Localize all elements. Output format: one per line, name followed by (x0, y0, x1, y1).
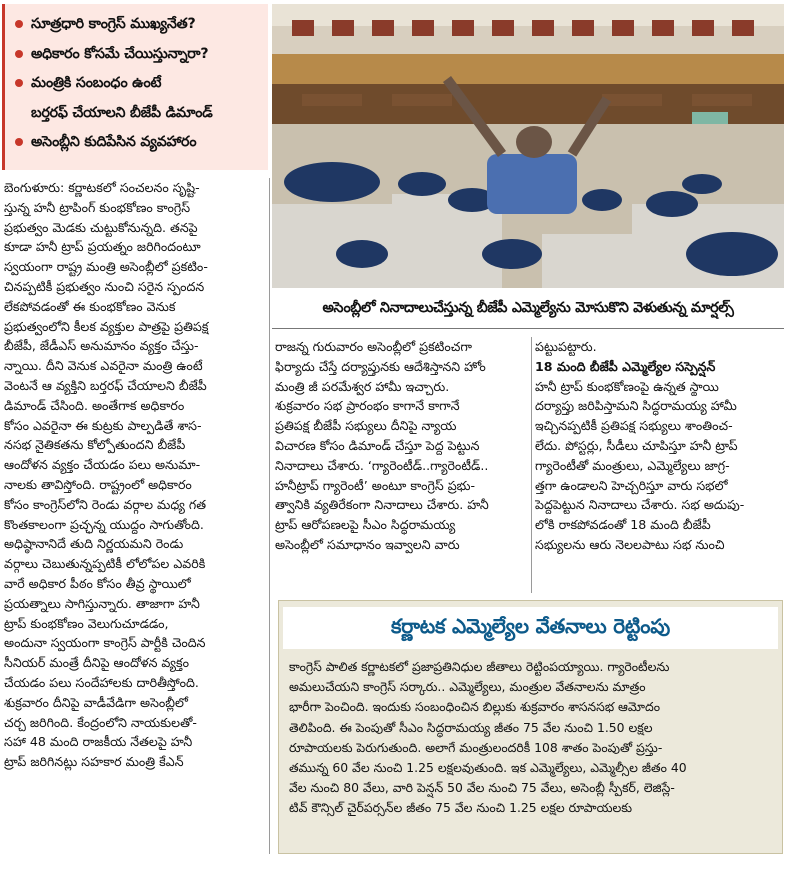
text-line: రాజన్న గురువారం అసెంబ్లీలో ప్రకటించగా (275, 339, 472, 354)
text-line: డిమాండ్ చేసింది. అంతేగాక అధికారం (4, 397, 185, 413)
text-line: అమలుచేయని కాంగ్రెస్ సర్కారు.. ఎమ్మెల్యేలు, మంత్రుల వేతనాలను మాత్రం (289, 679, 646, 695)
bullet-dot-icon (15, 79, 23, 87)
text-line: అసెంబ్లీలో సమాధానం ఇవ్వాలని వారు (275, 536, 460, 552)
text-line: సహా 48 మంది రాజకీయ నేతలపై హనీ (4, 734, 193, 750)
text-line: ఇచ్చినప్పటికీ ప్రతిపక్ష సభ్యులు శాంతించ- (535, 418, 733, 434)
text-line: త్వానికి వ్యతిరేకంగా నినాదాలు చేశారు. హనీ (275, 497, 489, 513)
article-column-3 (535, 337, 784, 555)
text-line: కొంతకాలంగా ప్రచ్ఛన్న యుద్ధం సాగుతోంది. (4, 516, 204, 532)
text-line: ఫిర్యాదు చేస్తే దర్యాప్తునకు ఆదేశిస్తానని హోం (275, 358, 486, 374)
text-line: బీజేపీ, జేడీఎస్ అనుమానం వ్యక్తం చేస్తు- (4, 338, 199, 354)
text-line: కూడా హనీ ట్రాప్ ప్రయత్నం జరిగిందంటూ (4, 239, 201, 255)
column-divider (269, 178, 270, 854)
salary-hike-box (278, 600, 783, 854)
photo-caption: అసెంబ్లీలో నినాదాలుచేస్తున్న బీజేపీ ఎమ్మెల్యేను మోసుకొని వెళుతున్న మార్షల్స్ (272, 290, 784, 329)
text-line: అందునా స్వయంగా కాంగ్రెస్ పార్టీకి చెందిన (4, 635, 206, 651)
bullet-dot-icon (15, 138, 23, 146)
text-line: మంత్రి జీ పరమేశ్వర హామీ ఇచ్చారు. (275, 378, 450, 394)
highlights-list (5, 4, 268, 158)
text-line: భారీగా పెంచింది. ఇందుకు సంబంధించిన బిల్లుకు శుక్రవారం శాసనసభ ఆమోదం (289, 699, 661, 715)
text-line: లేదు. పోస్టర్లు, సీడీలు చూపిస్తూ హనీ ట్రాప్ (535, 437, 738, 453)
text-line: ఆందోళన వ్యక్తం చేయడం పలు అనుమా- (4, 457, 201, 473)
article-column-2 (275, 337, 527, 555)
text-line: తెలిపింది. ఈ పెంపుతో సీఎం సిద్ధరామయ్య జీతం 75 వేల నుంచి 1.50 లక్షల (289, 719, 653, 735)
highlight-item: అసెంబ్లీని కుదిపేసిన వ్యవహారం (15, 128, 262, 158)
text-line: నాలకు తావిస్తోంది. రాష్ట్రంలో అధికారం (4, 476, 192, 492)
text-line: సభ్యులను ఆరు నెలలపాటు సభ నుంచి (535, 536, 725, 552)
news-photo (272, 4, 784, 288)
text-line: నినాదాలు చేశారు. ‘గ్యారెంటీడ్..గ్యారెంటీడ్.. (275, 457, 489, 473)
text-line: పట్టుపట్టారు. (535, 339, 597, 354)
highlight-item: అధికారం కోసమే చేయిస్తున్నారా? (15, 40, 262, 70)
subheading: 18 మంది బీజేపీ ఎమ్మెల్యేల సస్పెన్షన్ (535, 358, 716, 374)
text-line: విచారణ కోసం డిమాండ్ చేస్తూ పెద్ద పెట్టున (275, 437, 480, 453)
text-line: సీనియర్ మంత్రే దీనిపై ఆందోళన వ్యక్తం (4, 655, 189, 671)
highlight-item: సూత్రధారి కాంగ్రెస్ ముఖ్యనేత? (15, 10, 262, 40)
text-line: స్వయంగా రాష్ట్ర మంత్రి అసెంబ్లీలో ప్రకటిం- (4, 259, 208, 275)
text-line: కోసం కాంగ్రెస్‌లోని రెండు వర్గాల మధ్య గత (4, 496, 207, 512)
text-line: కోసం ఎవరైనా ఈ కుట్రకు పాల్పడితే శాస- (4, 417, 202, 433)
text-line: టివ్ కౌన్సిల్ చైర్‌పర్సన్‌ల జీతం 75 వేల నుంచి 1.25 లక్షల రూపాయలకు (289, 800, 633, 816)
text-line: ప్రభుత్వంలోని కీలక వ్యక్తుల పాత్రపై ప్రతిపక్ష (4, 318, 209, 334)
text-line: వారే అధికార పీఠం కోసం తీవ్ర స్థాయిలో (4, 575, 191, 591)
text-line: బెంగుళూరు: కర్ణాటకలో సంచలనం సృష్టి- (4, 180, 200, 195)
bullet-dot-icon (15, 20, 23, 28)
text-line: నసభ నైతికతను కోల్పోతుందని బీజేపీ (4, 437, 186, 453)
text-line: చర్చ జరిగింది. కేంద్రంలోని నాయకులతో- (4, 714, 197, 730)
text-line: అధిష్ఠానానిదే తుది నిర్ణయమని రెండు (4, 536, 184, 552)
column-divider (531, 337, 532, 593)
bullet-dot-icon (15, 50, 23, 58)
text-line: చినప్పటికీ ప్రభుత్వం నుంచి సరైన స్పందన (4, 278, 205, 294)
box-body (289, 657, 773, 819)
text-line: ట్రాప్ జరిగినట్లు సహకార మంత్రి కేఎన్ (4, 754, 184, 770)
text-line: వర్గాలు చెబుతున్నప్పటికీ లోలోపల ఎవరికి (4, 556, 206, 572)
text-line: దర్యాప్తు జరిపిస్తామని సిద్ధరామయ్య హామీ (535, 398, 737, 414)
text-line: రూపాయలకు పెరుగుతుంది. అలాగే మంత్రులందరికీ 108 శాతం పెంపుతో ప్రస్తు- (289, 739, 663, 755)
highlight-item-continued: బర్తరఫ్ చేయాలని బీజేపీ డిమాండ్ (31, 104, 213, 121)
text-line: ప్రభుత్వం మెడకు చుట్టుకోనున్నది. తనపై (4, 219, 198, 235)
text-line: తమున్న 60 వేల నుంచి 1.25 లక్షలవుతుంది. ఇక ఎమ్మెల్యేలు, ఎమ్మెల్సీల జీతం 40 (289, 760, 687, 776)
highlight-item: మంత్రికి సంబంధం ఉంటే (15, 69, 262, 99)
assembly-scene-image (272, 4, 784, 288)
text-line: చేయడం పలు సందేహాలకు దారితీస్తోంది. (4, 674, 199, 690)
text-line: లేకపోవడంతో ఈ కుంభకోణం వెనుక (4, 298, 176, 314)
text-line: స్తున్న హనీ ట్రాపింగ్ కుంభకోణం కాంగ్రెస్ (4, 199, 191, 215)
text-line: హనీట్రాప్ గ్యారెంటీ’ అంటూ కాంగ్రెస్ ప్రభు- (275, 477, 475, 493)
text-line: వేల నుంచి 80 వేలు, వారి పెన్షన్ 50 వేల నుంచి 75 వేలు, అసెంబ్లీ స్పీకర్, లెజిస్లే- (289, 780, 675, 796)
text-line: త్తగా ఉండాలని హెచ్చరిస్తూ వారు సభలో (535, 477, 728, 493)
text-line: ట్రాప్ ఆరోపణలపై సీఎం సిద్ధరామయ్య (275, 517, 456, 533)
text-line: గ్యారెంటీతో మంత్రులు, ఎమ్మెల్యేలు జాగ్ర- (535, 457, 730, 473)
text-line: కాంగ్రెస్ పాలిత కర్ణాటకలో ప్రజాప్రతినిధుల జీతాలు రెట్టింపయ్యాయి. గ్యారెంటీలను (289, 659, 670, 674)
text-line: వెంటనే ఆ వ్యక్తిని బర్తరఫ్ చేయాలని బీజేపీ (4, 377, 207, 393)
text-line: శుక్రవారం దీనిపై వాడీవేడిగా అసెంబ్లీలో (4, 694, 188, 710)
text-line: పెద్దపెట్టున నినాదాలు చేశారు. సభ అదుపు- (535, 497, 745, 513)
text-line: హనీ ట్రాప్ కుంభకోణంపై ఉన్నత స్థాయి (535, 378, 719, 394)
highlights-box (2, 4, 268, 170)
article-column-1 (4, 178, 264, 772)
text-line: ట్రాప్ కుంభకోణం వెలుగుచూడడం, (4, 615, 169, 631)
text-line: న్నాయి. దీని వెనుక ఎవరైనా మంత్రి ఉంటే (4, 358, 203, 374)
text-line: ప్రతిపక్ష బీజేపీ సభ్యులు దీనిపై న్యాయ (275, 418, 457, 434)
box-headline (283, 607, 778, 649)
text-line: ప్రయత్నాలు సాగిస్తున్నారు. తాజాగా హనీ (4, 595, 200, 611)
box-headline-text: కర్ణాటక ఎమ్మెల్యేల వేతనాలు రెట్టింపు (390, 613, 670, 638)
text-line: శుక్రవారం సభ ప్రారంభం కాగానే కాగానే (275, 398, 460, 414)
text-line: లోకి రాకపోవడంతో 18 మంది బీజేపీ (535, 517, 711, 533)
